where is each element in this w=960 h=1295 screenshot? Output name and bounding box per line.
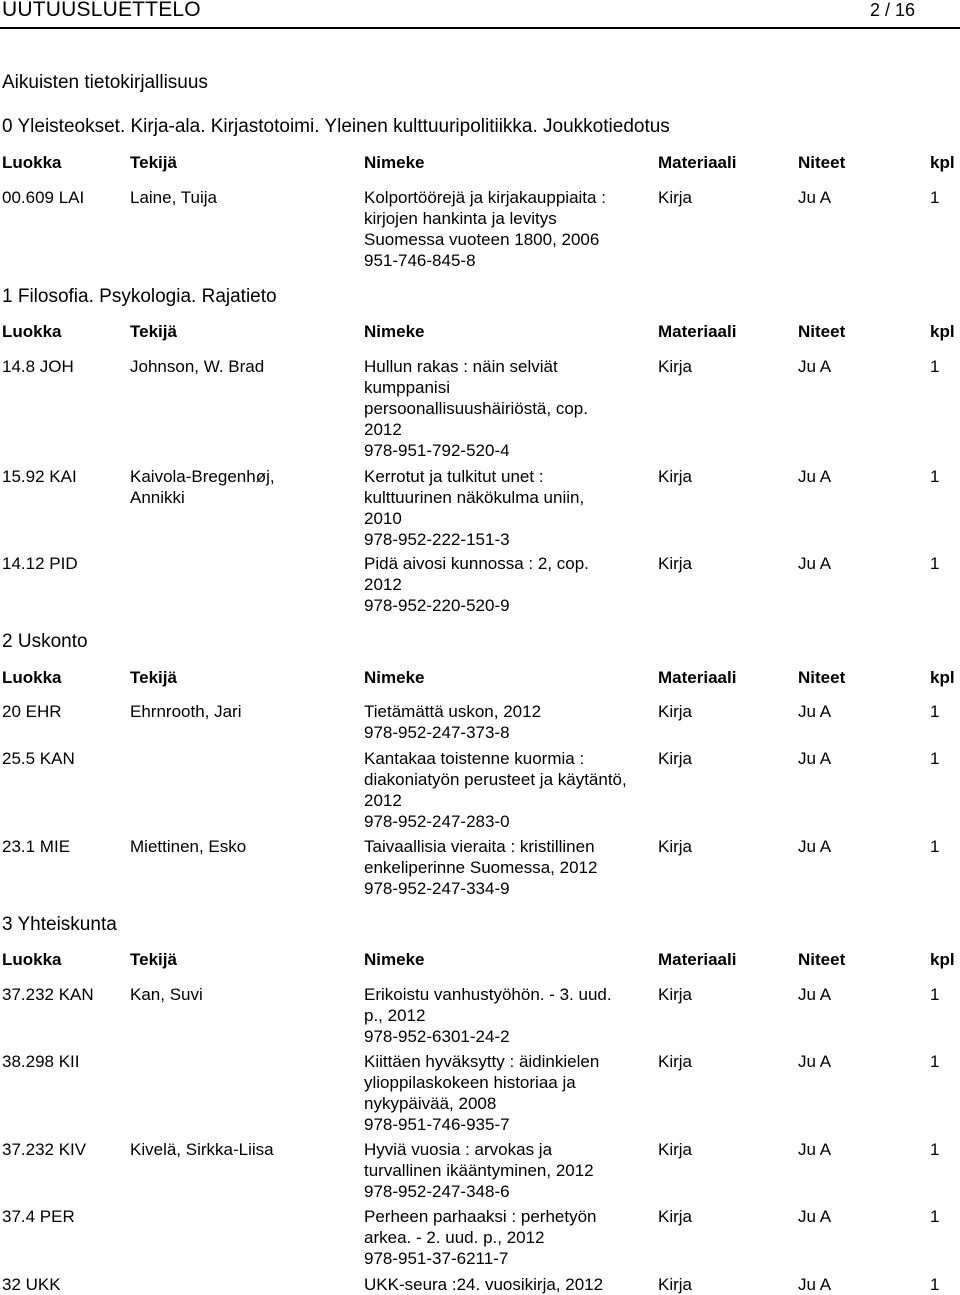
nimeke-line: enkeliperinne Suomessa, 2012 bbox=[364, 858, 598, 877]
tekija-line: Kan, Suvi bbox=[130, 985, 203, 1004]
column-header-materiaali: Materiaali bbox=[658, 668, 737, 687]
row-niteet: Ju A bbox=[798, 985, 832, 1004]
row-materiaali: Kirja bbox=[658, 985, 693, 1004]
row-niteet: Ju A bbox=[798, 1052, 832, 1071]
nimeke-line: Kantakaa toistenne kuormia : bbox=[364, 749, 585, 768]
row-kpl: 1 bbox=[930, 749, 940, 768]
nimeke-line: kirjojen hankinta ja levitys bbox=[364, 209, 557, 228]
nimeke-line: Hyviä vuosia : arvokas ja bbox=[364, 1140, 553, 1159]
nimeke-line: persoonallisuushäiriöstä, cop. bbox=[364, 399, 588, 418]
row-materiaali: Kirja bbox=[658, 467, 693, 486]
row-materiaali: Kirja bbox=[658, 188, 693, 207]
nimeke-line: Suomessa vuoteen 1800, 2006 bbox=[364, 230, 600, 249]
row-kpl: 1 bbox=[930, 357, 940, 376]
row-nimeke bbox=[364, 1139, 594, 1202]
nimeke-line: kumppanisi bbox=[364, 378, 450, 397]
row-luokka: 14.12 PID bbox=[2, 554, 78, 573]
nimeke-line: 978-952-247-348-6 bbox=[364, 1182, 510, 1201]
row-materiaali: Kirja bbox=[658, 554, 693, 573]
nimeke-line: Perheen parhaaksi : perhetyön bbox=[364, 1207, 597, 1226]
row-luokka: 00.609 LAI bbox=[2, 188, 85, 207]
column-header-materiaali: Materiaali bbox=[658, 950, 737, 969]
row-nimeke bbox=[364, 356, 588, 461]
row-luokka: 25.5 KAN bbox=[2, 749, 75, 768]
row-niteet: Ju A bbox=[798, 1207, 832, 1226]
nimeke-line: 978-952-220-520-9 bbox=[364, 596, 510, 615]
row-nimeke bbox=[364, 553, 589, 616]
row-luokka: 14.8 JOH bbox=[2, 357, 74, 376]
nimeke-line: Pidä aivosi kunnossa : 2, cop. bbox=[364, 554, 589, 573]
tekija-line: Kaivola-Bregenhøj, bbox=[130, 467, 275, 486]
row-kpl: 1 bbox=[930, 702, 940, 721]
nimeke-line: Kolportöörejä ja kirjakauppiaita : bbox=[364, 188, 606, 207]
column-header-luokka: Luokka bbox=[2, 668, 62, 687]
row-nimeke bbox=[364, 701, 541, 743]
row-luokka: 38.298 KII bbox=[2, 1052, 80, 1071]
row-niteet: Ju A bbox=[798, 1140, 832, 1159]
section-title: 0 Yleisteokset. Kirja-ala. Kirjastotoimi. Yleinen kulttuuripolitiikka. Joukkotiedotus bbox=[2, 116, 670, 137]
row-kpl: 1 bbox=[930, 467, 940, 486]
column-header-kpl: kpl bbox=[930, 668, 955, 687]
row-luokka: 32 UKK bbox=[2, 1275, 61, 1294]
column-header-niteet: Niteet bbox=[798, 950, 846, 969]
row-tekija bbox=[130, 356, 264, 377]
section-title: 1 Filosofia. Psykologia. Rajatieto bbox=[2, 286, 277, 307]
column-header-materiaali: Materiaali bbox=[658, 322, 737, 341]
nimeke-line: 978-952-6301-24-2 bbox=[364, 1027, 510, 1046]
tekija-line: Kivelä, Sirkka-Liisa bbox=[130, 1140, 274, 1159]
nimeke-line: nykypäivää, 2008 bbox=[364, 1094, 497, 1113]
tekija-line: Johnson, W. Brad bbox=[130, 357, 265, 376]
nimeke-line: arkea. - 2. uud. p., 2012 bbox=[364, 1228, 545, 1247]
catalog-title: Aikuisten tietokirjallisuus bbox=[2, 72, 208, 93]
nimeke-line: Hullun rakas : näin selviät bbox=[364, 357, 558, 376]
row-tekija bbox=[130, 1139, 274, 1160]
tekija-line: Annikki bbox=[130, 488, 185, 507]
nimeke-line: 2012 bbox=[364, 420, 402, 439]
header-rule bbox=[0, 27, 960, 29]
column-header-nimeke: Nimeke bbox=[364, 153, 425, 172]
row-kpl: 1 bbox=[930, 554, 940, 573]
column-header-kpl: kpl bbox=[930, 153, 955, 172]
row-kpl: 1 bbox=[930, 1207, 940, 1226]
column-header-luokka: Luokka bbox=[2, 322, 62, 341]
tekija-line: Ehrnrooth, Jari bbox=[130, 702, 242, 721]
row-niteet: Ju A bbox=[798, 357, 832, 376]
nimeke-line: p., 2012 bbox=[364, 1006, 426, 1025]
row-nimeke bbox=[364, 836, 597, 899]
nimeke-line: Tietämättä uskon, 2012 bbox=[364, 702, 542, 721]
column-header-nimeke: Nimeke bbox=[364, 950, 425, 969]
row-tekija bbox=[130, 187, 217, 208]
row-nimeke bbox=[364, 1274, 603, 1295]
row-materiaali: Kirja bbox=[658, 749, 693, 768]
nimeke-line: Kiittäen hyväksytty : äidinkielen bbox=[364, 1052, 600, 1071]
row-nimeke bbox=[364, 187, 606, 271]
section-title: 3 Yhteiskunta bbox=[2, 914, 117, 935]
page-number: 2 / 16 bbox=[869, 0, 915, 20]
row-kpl: 1 bbox=[930, 985, 940, 1004]
nimeke-line: diakoniatyön perusteet ja käytäntö, bbox=[364, 770, 627, 789]
column-header-tekija: Tekijä bbox=[130, 668, 177, 687]
nimeke-line: Taivaallisia vieraita : kristillinen bbox=[364, 837, 595, 856]
row-niteet: Ju A bbox=[798, 702, 832, 721]
nimeke-line: 978-952-222-151-3 bbox=[364, 530, 510, 549]
nimeke-line: 951-746-845-8 bbox=[364, 251, 476, 270]
row-nimeke bbox=[364, 466, 584, 550]
row-nimeke bbox=[364, 984, 612, 1047]
row-tekija bbox=[130, 984, 203, 1005]
column-header-tekija: Tekijä bbox=[130, 322, 177, 341]
column-header-tekija: Tekijä bbox=[130, 153, 177, 172]
row-materiaali: Kirja bbox=[658, 702, 693, 721]
column-header-materiaali: Materiaali bbox=[658, 153, 737, 172]
row-niteet: Ju A bbox=[798, 837, 832, 856]
nimeke-line: 2012 bbox=[364, 791, 402, 810]
row-materiaali: Kirja bbox=[658, 357, 693, 376]
column-header-kpl: kpl bbox=[930, 950, 955, 969]
tekija-line: Miettinen, Esko bbox=[130, 837, 247, 856]
row-kpl: 1 bbox=[930, 1140, 940, 1159]
column-header-tekija: Tekijä bbox=[130, 950, 177, 969]
row-luokka: 37.232 KAN bbox=[2, 985, 94, 1004]
row-nimeke bbox=[364, 1051, 599, 1135]
row-kpl: 1 bbox=[930, 1052, 940, 1071]
row-luokka: 20 EHR bbox=[2, 702, 62, 721]
row-luokka: 23.1 MIE bbox=[2, 837, 71, 856]
row-niteet: Ju A bbox=[798, 749, 832, 768]
row-niteet: Ju A bbox=[798, 188, 832, 207]
nimeke-line: turvallinen ikääntyminen, 2012 bbox=[364, 1161, 594, 1180]
nimeke-line: 2012 bbox=[364, 575, 402, 594]
column-header-kpl: kpl bbox=[930, 322, 955, 341]
nimeke-line: UKK-seura :24. vuosikirja, 2012 bbox=[364, 1275, 604, 1294]
nimeke-line: Erikoistu vanhustyöhön. - 3. uud. bbox=[364, 985, 612, 1004]
row-luokka: 37.4 PER bbox=[2, 1207, 75, 1226]
nimeke-line: 978-951-746-935-7 bbox=[364, 1115, 510, 1134]
nimeke-line: 978-952-247-283-0 bbox=[364, 812, 510, 831]
column-header-niteet: Niteet bbox=[798, 153, 846, 172]
row-kpl: 1 bbox=[930, 837, 940, 856]
row-luokka: 37.232 KIV bbox=[2, 1140, 87, 1159]
nimeke-line: ylioppilaskokeen historiaa ja bbox=[364, 1073, 576, 1092]
column-header-nimeke: Nimeke bbox=[364, 668, 425, 687]
nimeke-line: Kerrotut ja tulkitut unet : bbox=[364, 467, 544, 486]
row-materiaali: Kirja bbox=[658, 1207, 693, 1226]
nimeke-line: 2010 bbox=[364, 509, 402, 528]
row-niteet: Ju A bbox=[798, 467, 832, 486]
row-materiaali: Kirja bbox=[658, 1052, 693, 1071]
row-tekija bbox=[130, 466, 275, 508]
column-header-nimeke: Nimeke bbox=[364, 322, 425, 341]
nimeke-line: 978-951-37-6211-7 bbox=[364, 1249, 509, 1268]
nimeke-line: kulttuurinen näkökulma uniin, bbox=[364, 488, 585, 507]
column-header-niteet: Niteet bbox=[798, 668, 846, 687]
column-header-luokka: Luokka bbox=[2, 153, 62, 172]
row-materiaali: Kirja bbox=[658, 1275, 693, 1294]
row-nimeke bbox=[364, 748, 627, 832]
row-tekija bbox=[130, 701, 242, 722]
section-title: 2 Uskonto bbox=[2, 631, 88, 652]
nimeke-line: 978-951-792-520-4 bbox=[364, 441, 510, 460]
document-title: UUTUUSLUETTELO bbox=[2, 0, 201, 21]
row-niteet: Ju A bbox=[798, 1275, 832, 1294]
row-tekija bbox=[130, 836, 246, 857]
row-materiaali: Kirja bbox=[658, 1140, 693, 1159]
row-kpl: 1 bbox=[930, 188, 940, 207]
column-header-niteet: Niteet bbox=[798, 322, 846, 341]
tekija-line: Laine, Tuija bbox=[130, 188, 217, 207]
row-kpl: 1 bbox=[930, 1275, 940, 1294]
nimeke-line: 978-952-247-334-9 bbox=[364, 879, 510, 898]
nimeke-line: 978-952-247-373-8 bbox=[364, 723, 510, 742]
column-header-luokka: Luokka bbox=[2, 950, 62, 969]
row-niteet: Ju A bbox=[798, 554, 832, 573]
row-materiaali: Kirja bbox=[658, 837, 693, 856]
row-nimeke bbox=[364, 1206, 597, 1269]
row-luokka: 15.92 KAI bbox=[2, 467, 77, 486]
